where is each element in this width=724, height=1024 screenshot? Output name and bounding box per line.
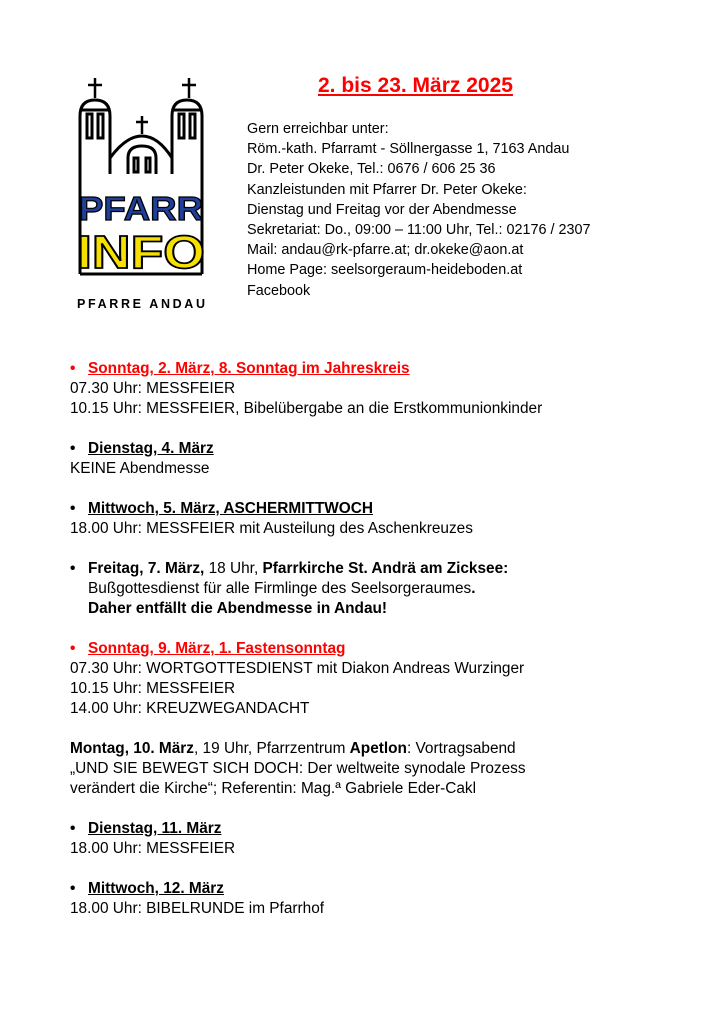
pfarr-info-logo: [70, 74, 212, 314]
church-logo-graphic: [70, 74, 212, 314]
bullet-icon: •: [70, 640, 76, 657]
event-notice: Daher entfällt die Abendmesse in Andau!: [88, 600, 388, 617]
event-heading: Sonntag, 2. März, 8. Sonntag im Jahreskreis: [88, 360, 410, 377]
contact-line: Dienstag und Freitag vor der Abendmesse: [247, 201, 517, 218]
event-line: 10.15 Uhr: MESSFEIER, Bibelübergabe an die Erstkommunionkinder: [70, 400, 543, 417]
contact-line: Home Page: seelsorgeraum-heideboden.at: [247, 262, 523, 279]
event-line: 07.30 Uhr: MESSFEIER: [70, 380, 236, 397]
logo-word-info: INFO: [77, 226, 205, 278]
event-heading: Mittwoch, 5. März, ASCHERMITTWOCH: [88, 500, 374, 517]
contact-line: Kanzleistunden mit Pfarrer Dr. Peter Okeke:: [247, 181, 527, 198]
bullet-icon: •: [70, 500, 76, 517]
event-heading-location: Apetlon: [349, 740, 407, 757]
event-line: 07.30 Uhr: WORTGOTTESDIENST mit Diakon Andreas Wurzinger: [70, 660, 525, 677]
event-line: 10.15 Uhr: MESSFEIER: [70, 680, 236, 697]
contact-line: Gern erreichbar unter:: [247, 121, 389, 137]
event-heading-date: Montag, 10. März: [70, 740, 194, 757]
event-heading-time: 18 Uhr,: [204, 560, 263, 577]
contact-line: Dr. Peter Okeke, Tel.: 0676 / 606 25 36: [247, 161, 496, 178]
contact-block: [247, 119, 590, 301]
page-title: 2. bis 23. März 2025: [318, 74, 513, 97]
bullet-icon: •: [70, 360, 76, 377]
event-schedule: [70, 359, 710, 939]
contact-line: Mail: andau@rk-pfarre.at; dr.okeke@aon.at: [247, 242, 524, 259]
event-wednesday-5-march: [70, 499, 710, 539]
logo-subtitle: PFARRE ANDAU: [77, 297, 205, 311]
event-heading: Sonntag, 9. März, 1. Fastensonntag: [88, 640, 346, 657]
event-heading: Mittwoch, 12. März: [88, 880, 224, 897]
event-sunday-2-march: [70, 359, 710, 419]
event-line: KEINE Abendmesse: [70, 460, 210, 477]
bullet-icon: •: [70, 440, 76, 457]
event-heading: Dienstag, 11. März: [88, 820, 222, 837]
event-line: 14.00 Uhr: KREUZWEGANDACHT: [70, 700, 310, 717]
bullet-icon: •: [70, 820, 76, 837]
event-tuesday-4-march: [70, 439, 710, 479]
event-line: 18.00 Uhr: BIBELRUNDE im Pfarrhof: [70, 900, 325, 917]
event-line: verändert die Kirche“; Referentin: Mag.ª Gabriele Eder-Cakl: [70, 780, 477, 797]
event-heading-location: Pfarrkirche St. Andrä am Zicksee:: [262, 560, 509, 577]
event-heading: Dienstag, 4. März: [88, 440, 214, 457]
logo-word-pfarr: PFARR: [79, 190, 204, 227]
event-heading-date: Freitag, 7. März,: [88, 560, 205, 577]
event-wednesday-12-march: [70, 879, 710, 919]
event-line: „UND SIE BEWEGT SICH DOCH: Der weltweite synodale Prozess: [70, 760, 526, 777]
event-heading-time: , 19 Uhr, Pfarrzentrum: [194, 740, 350, 757]
event-friday-7-march: [70, 559, 710, 619]
event-tuesday-11-march: [70, 819, 710, 859]
contact-line: Facebook: [247, 282, 311, 299]
event-line: 18.00 Uhr: MESSFEIER mit Austeilung des Aschenkreuzes: [70, 520, 473, 537]
contact-line: Sekretariat: Do., 09:00 – 11:00 Uhr, Tel.: 02176 / 2307: [247, 222, 591, 239]
contact-line: Röm.-kath. Pfarramt - Söllnergasse 1, 7163 Andau: [247, 141, 570, 158]
event-sunday-9-march: [70, 639, 710, 719]
event-heading-type: : Vortragsabend: [406, 740, 516, 757]
bullet-icon: •: [70, 880, 76, 897]
event-line-end: .: [471, 580, 476, 597]
event-monday-10-march: [70, 739, 710, 799]
event-line: Bußgottesdienst für alle Firmlinge des Seelsorgeraumes: [88, 580, 472, 597]
bullet-icon: •: [70, 560, 76, 577]
event-line: 18.00 Uhr: MESSFEIER: [70, 840, 236, 857]
